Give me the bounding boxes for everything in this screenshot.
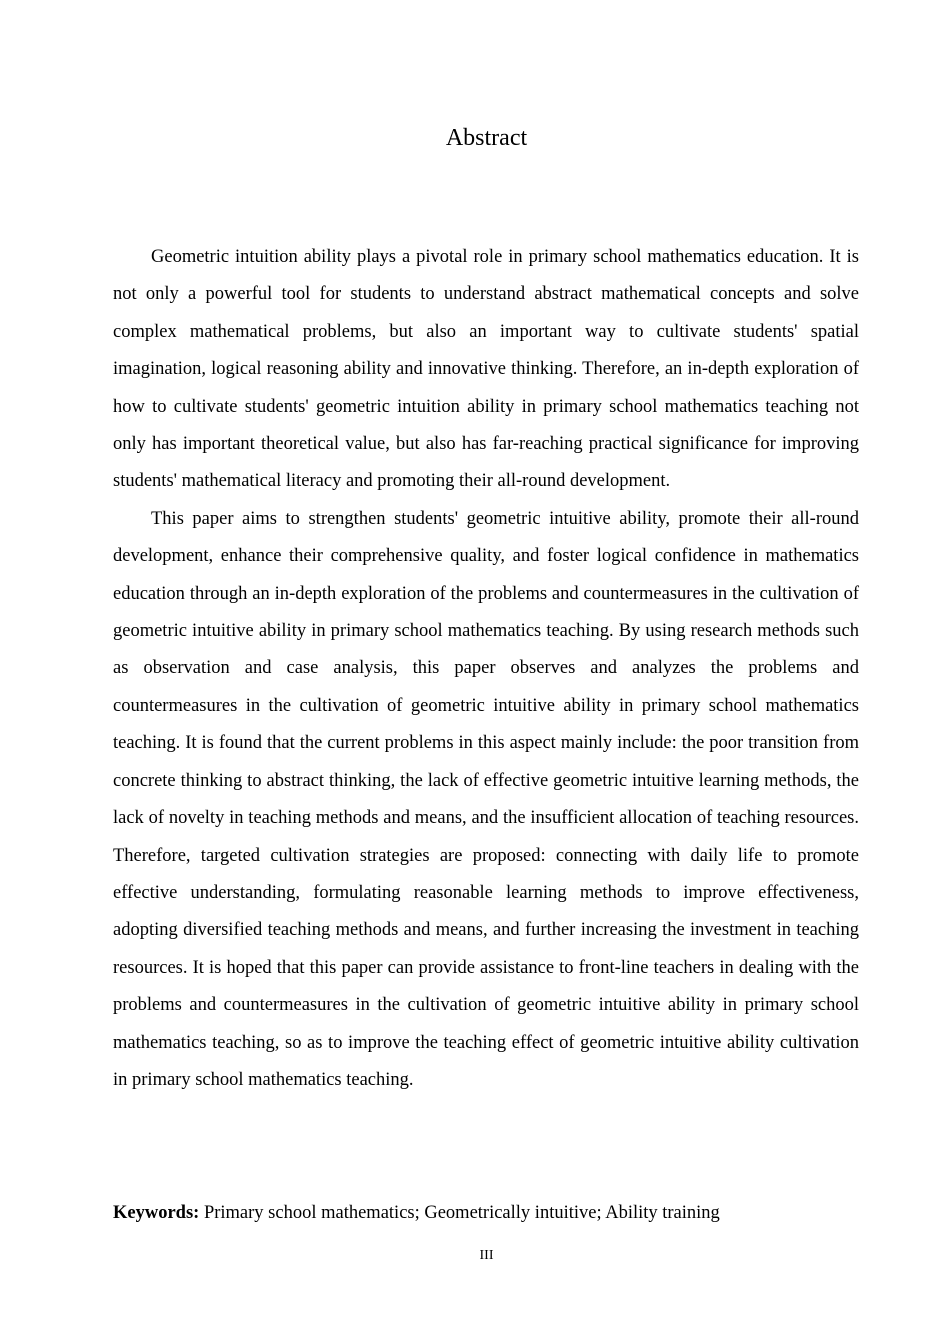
page-title: Abstract — [445, 125, 528, 151]
keywords-label: Keywords: — [113, 1203, 200, 1223]
keywords-line — [113, 1197, 859, 1229]
abstract-paragraph-2: This paper aims to strengthen students' geometric intuitive ability, promote their all-round development, enhance their comprehensive quality, and foster logical confidence in mathematics education through an in-depth exploration of the problems and countermeasures in the cultivation of geometric intuitive ability in primary school mathematics teaching. By using research methods such as observation and case analysis, this paper observes and analyzes the problems and countermeasures in the cultivation of geometric intuitive ability in primary school mathematics teaching. It is found that the current problems in this aspect mainly include: the poor transition from concrete thinking to abstract thinking, the lack of effective geometric intuitive learning methods, the lack of novelty in teaching methods and means, and the insufficient allocation of teaching resources. Therefore, targeted cultivation strategies are proposed: connecting with daily life to promote effective understanding, formulating reasonable learning methods to improve effectiveness, adopting diversified teaching methods and means, and further increasing the investment in teaching resources. It is hoped that this paper can provide assistance to front-line teachers in dealing with the problems and countermeasures in the cultivation of geometric intuitive ability in primary school mathematics teaching, so as to improve the teaching effect of geometric intuitive ability cultivation in primary school mathematics teaching. — [113, 508, 859, 1090]
page-number: III — [479, 1248, 494, 1263]
abstract-body — [113, 239, 859, 1099]
keywords-text: Primary school mathematics; Geometrically intuitive; Ability training — [199, 1203, 720, 1223]
abstract-paragraph-1: Geometric intuition ability plays a pivotal role in primary school mathematics education. It is not only a powerful tool for students to understand abstract mathematical concepts and solve complex mathematical problems, but also an important way to cultivate students' spatial imagination, logical reasoning ability and innovative thinking. Therefore, an in-depth exploration of how to cultivate students' geometric intuition ability in primary school mathematics teaching not only has important theoretical value, but also has far-reaching practical significance for improving students' mathematical literacy and promoting their all-round development. — [113, 247, 859, 492]
